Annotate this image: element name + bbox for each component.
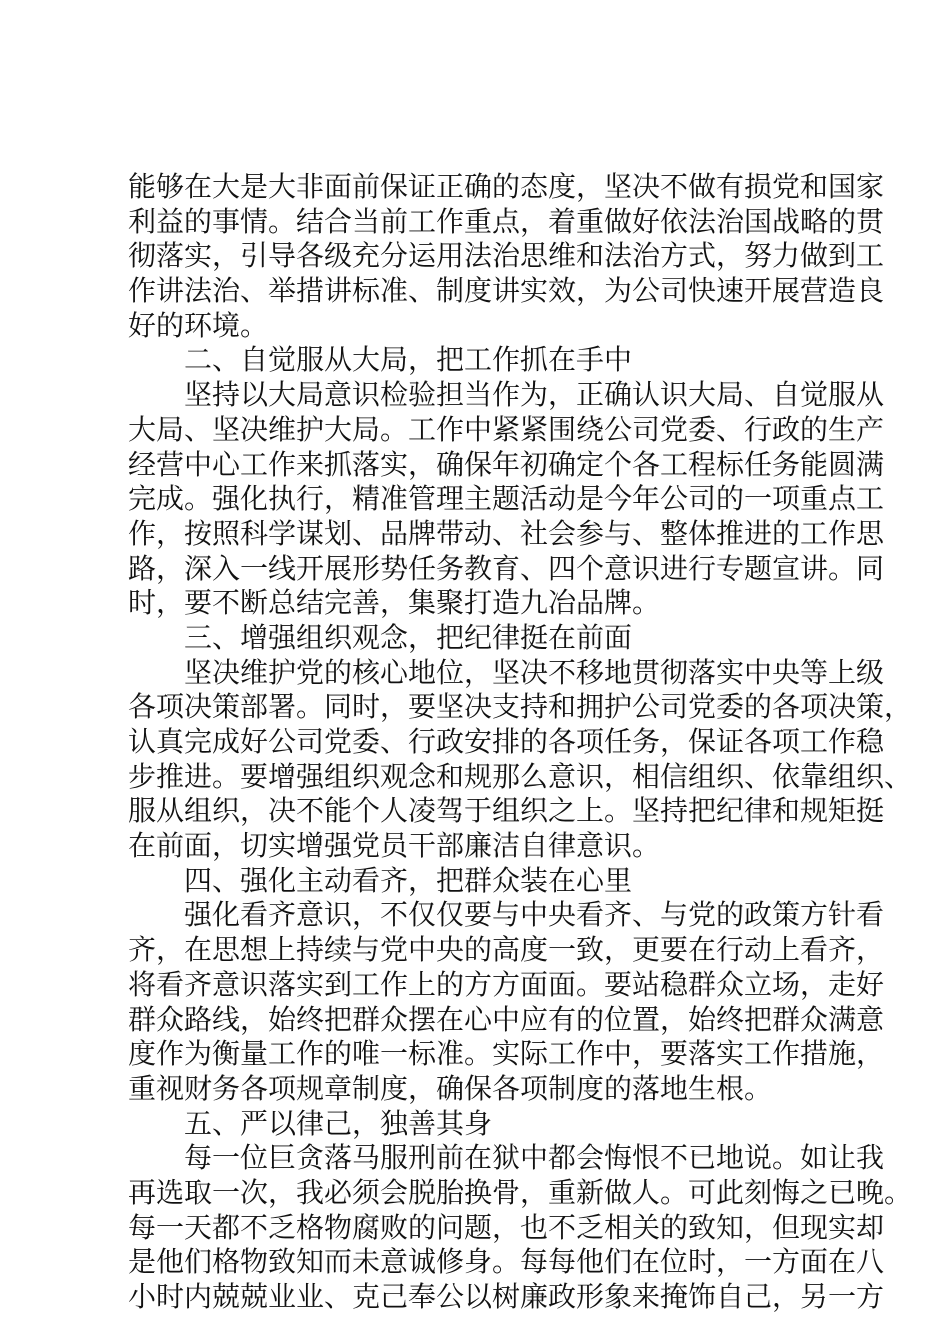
paragraph-line: 群众路线，始终把群众摆在心中应有的位置，始终把群众满意 xyxy=(128,1002,885,1036)
paragraph-line: 好的环境。 xyxy=(128,308,269,342)
paragraph-line: 齐，在思想上持续与党中央的高度一致，更要在行动上看齐， xyxy=(128,933,885,967)
paragraph-line: 将看齐意识落实到工作上的方方面面。要站稳群众立场，走好 xyxy=(128,967,885,1001)
paragraph-line: 大局、坚决维护大局。工作中紧紧围绕公司党委、行政的生产 xyxy=(128,412,885,446)
paragraph-line: 强化看齐意识，不仅仅要与中央看齐、与党的政策方针看 xyxy=(184,898,885,932)
paragraph-line: 彻落实，引导各级充分运用法治思维和法治方式，努力做到工 xyxy=(128,239,885,273)
paragraph-line: 每一天都不乏格物腐败的问题，也不乏相关的致知，但现实却 xyxy=(128,1210,885,1244)
section-heading: 五、严以律己，独善其身 xyxy=(184,1106,493,1140)
paragraph-line: 重视财务各项规章制度，确保各项制度的落地生根。 xyxy=(128,1071,773,1105)
paragraph-line: 作讲法治、举措讲标准、制度讲实效，为公司快速开展营造良 xyxy=(128,274,885,308)
paragraph-line: 作，按照科学谋划、品牌带动、社会参与、整体推进的工作思 xyxy=(128,516,885,550)
paragraph-line: 坚持以大局意识检验担当作为，正确认识大局、自觉服从 xyxy=(184,378,885,412)
paragraph-line: 坚决维护党的核心地位，坚决不移地贯彻落实中央等上级 xyxy=(184,655,885,689)
section-heading: 二、自觉服从大局，把工作抓在手中 xyxy=(184,343,633,377)
section-heading: 四、强化主动看齐，把群众装在心里 xyxy=(184,863,633,897)
section-heading: 三、增强组织观念，把纪律挺在前面 xyxy=(184,620,633,654)
paragraph-line: 再选取一次，我必须会脱胎换骨，重新做人。可此刻悔之已晚。 xyxy=(128,1175,913,1209)
paragraph-line: 时，要不断总结完善，集聚打造九冶品牌。 xyxy=(128,586,661,620)
document-body xyxy=(128,170,913,1315)
paragraph-line: 能够在大是大非面前保证正确的态度，坚决不做有损党和国家 xyxy=(128,170,885,203)
paragraph-line: 完成。强化执行，精准管理主题活动是今年公司的一项重点工 xyxy=(128,482,885,516)
paragraph-line: 路，深入一线开展形势任务教育、四个意识进行专题宣讲。同 xyxy=(128,551,885,585)
paragraph-line: 每一位巨贪落马服刑前在狱中都会悔恨不已地说。如让我 xyxy=(184,1141,885,1175)
paragraph-line: 经营中心工作来抓落实，确保年初确定个各工程标任务能圆满 xyxy=(128,447,885,481)
paragraph-line: 度作为衡量工作的唯一标准。实际工作中，要落实工作措施， xyxy=(128,1037,885,1071)
paragraph-line: 在前面，切实增强党员干部廉洁自律意识。 xyxy=(128,829,661,863)
paragraph-line: 认真完成好公司党委、行政安排的各项任务，保证各项工作稳 xyxy=(128,725,885,758)
paragraph-line: 步推进。要增强组织观念和规那么意识，相信组织、依靠组织、 xyxy=(128,759,913,793)
paragraph-line: 服从组织，决不能个人凌驾于组织之上。坚持把纪律和规矩挺 xyxy=(128,794,885,828)
paragraph-line: 是他们格物致知而未意诚修身。每每他们在位时，一方面在八 xyxy=(128,1245,885,1279)
paragraph-line: 小时内兢兢业业、克己奉公以树廉政形象来掩饰自己，另一方 xyxy=(128,1280,885,1313)
paragraph-line: 利益的事情。结合当前工作重点，着重做好依法治国战略的贯 xyxy=(128,204,885,238)
paragraph-line: 各项决策部署。同时，要坚决支持和拥护公司党委的各项决策， xyxy=(128,690,913,724)
